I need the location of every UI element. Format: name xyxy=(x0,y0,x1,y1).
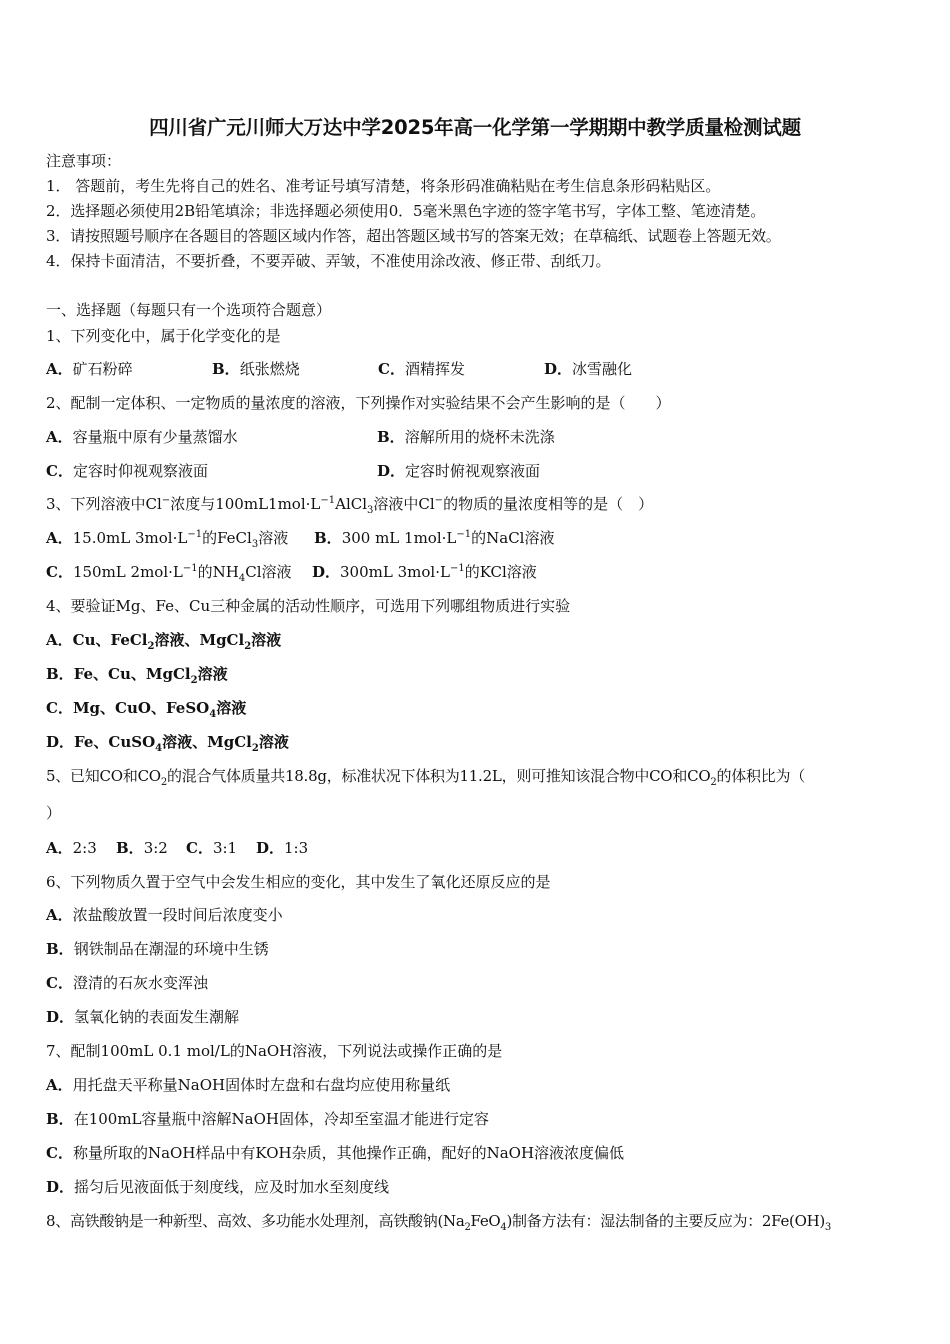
option-1c: C．酒精挥发 xyxy=(378,360,465,378)
option-6b: B．钢铁制品在潮湿的环境中生锈 xyxy=(46,940,269,958)
question-5-options xyxy=(46,838,308,858)
page-title: 四川省广元川师大万达中学2025年高一化学第一学期期中教学质量检测试题 xyxy=(149,116,801,139)
question-6-stem: 6、下列物质久置于空气中会发生相应的变化，其中发生了氧化还原反应的是 xyxy=(46,873,551,891)
option-4a: A．Cu、FeCl$_2$溶液、MgCl$_2$溶液 xyxy=(46,631,282,652)
option-2b: B．溶解所用的烧杯未洗涤 xyxy=(377,428,555,446)
note-item-4: 4．保持卡面清洁，不要折叠，不要弄破、弄皱，不准使用涂改液、修正带、刮纸刀。 xyxy=(46,252,611,270)
option-4b: B．Fe、Cu、MgCl$_2$溶液 xyxy=(46,665,228,686)
option-2c: C．定容时仰视观察液面 xyxy=(46,462,208,480)
question-4-stem: 4、要验证Mg、Fe、Cu三种金属的活动性顺序，可选用下列哪组物质进行实验 xyxy=(46,597,571,615)
option-3c: C．150mL $2mol\cdot L^{-1}$的$NH_4Cl$溶液 xyxy=(46,563,292,584)
option-7c: C．称量所取的NaOH样品中有KOH杂质，其他操作正确，配好的NaOH溶液浓度偏低 xyxy=(46,1144,625,1162)
option-4d: D．Fe、CuSO$_4$溶液、MgCl$_2$溶液 xyxy=(46,733,289,754)
option-5c: C．3:1 xyxy=(186,839,238,857)
option-5b: B．3:2 xyxy=(116,839,168,857)
option-6a: A．浓盐酸放置一段时间后浓度变小 xyxy=(46,906,283,924)
option-2d: D．定容时俯视观察液面 xyxy=(377,462,541,480)
option-5a: A．2:3 xyxy=(46,839,97,857)
question-2-options-row1 xyxy=(46,427,555,447)
question-2-stem: 2、配制一定体积、一定物质的量浓度的溶液，下列操作对实验结果不会产生影响的是（ ） xyxy=(46,394,671,412)
option-7d: D．摇匀后见液面低于刻度线，应及时加水至刻度线 xyxy=(46,1178,390,1196)
note-item-1: 1． 答题前，考生先将自己的姓名、准考证号填写清楚，将条形码准确粘贴在考生信息条形码粘贴区。 xyxy=(46,177,721,195)
option-7a: A．用托盘天平称量NaOH固体时左盘和右盘均应使用称量纸 xyxy=(46,1076,451,1094)
notes-heading: 注意事项： xyxy=(46,152,122,170)
option-2a: A．容量瓶中原有少量蒸馏水 xyxy=(46,428,238,446)
option-1a: A．矿石粉碎 xyxy=(46,360,133,378)
option-3b: B．300 mL $1mol\cdot L^{-1}$的NaCl溶液 xyxy=(314,529,555,547)
note-item-2: 2．选择题必须使用2B铅笔填涂；非选择题必须使用0．5毫米黑色字迹的签字笔书写，字体工整、笔迹清楚。 xyxy=(46,202,766,220)
note-item-3: 3．请按照题号顺序在各题目的答题区域内作答，超出答题区域书写的答案无效；在草稿纸、试题卷上答题无效。 xyxy=(46,227,781,245)
question-7-stem: 7、配制100mL 0.1 mol/L的NaOH溶液，下列说法或操作正确的是 xyxy=(46,1042,503,1060)
section-heading: 一、选择题（每题只有一个选项符合题意） xyxy=(46,301,332,319)
option-1d: D．冰雪融化 xyxy=(544,360,633,378)
question-5-stem: 5、已知CO和$CO_2$的混合气体质量共18.8g，标准状况下体积为11.2L，则可推知该混合物中CO和$CO_2$的体积比为（ xyxy=(46,767,806,788)
question-3-options-row2 xyxy=(46,562,537,582)
question-1-stem: 1、下列变化中，属于化学变化的是 xyxy=(46,327,281,345)
question-1-options xyxy=(46,359,632,379)
question-5-stem-continued: ） xyxy=(46,804,62,822)
question-3-stem: 3、下列溶液中Cl−浓度与$100mL1mol\cdot L^{-1}AlCl_3$溶液中Cl−的物质的量浓度相等的是（ ） xyxy=(46,495,654,516)
option-5d: D．1:3 xyxy=(256,839,309,857)
option-3a: A．15.0mL $3mol\cdot L^{-1}$的FeCl$_3$溶液 xyxy=(46,529,289,550)
option-4c: C．Mg、CuO、FeSO$_4$溶液 xyxy=(46,699,247,720)
option-1b: B．纸张燃烧 xyxy=(212,360,300,378)
option-7b: B．在100mL容量瓶中溶解NaOH固体，冷却至室温才能进行定容 xyxy=(46,1110,489,1128)
option-3d: D．300mL $3mol\cdot L^{-1}$的KCl溶液 xyxy=(312,563,537,581)
question-8-stem: 8、高铁酸钠是一种新型、高效、多功能水处理剂，高铁酸钠$(Na_2FeO_4)$制备方法有：湿法制备的主要反应为：$2Fe(OH)_3$ xyxy=(46,1212,831,1233)
question-2-options-row2 xyxy=(46,461,540,481)
question-3-options-row1 xyxy=(46,528,554,548)
option-6c: C．澄清的石灰水变浑浊 xyxy=(46,974,208,992)
option-6d: D．氢氧化钠的表面发生潮解 xyxy=(46,1008,240,1026)
